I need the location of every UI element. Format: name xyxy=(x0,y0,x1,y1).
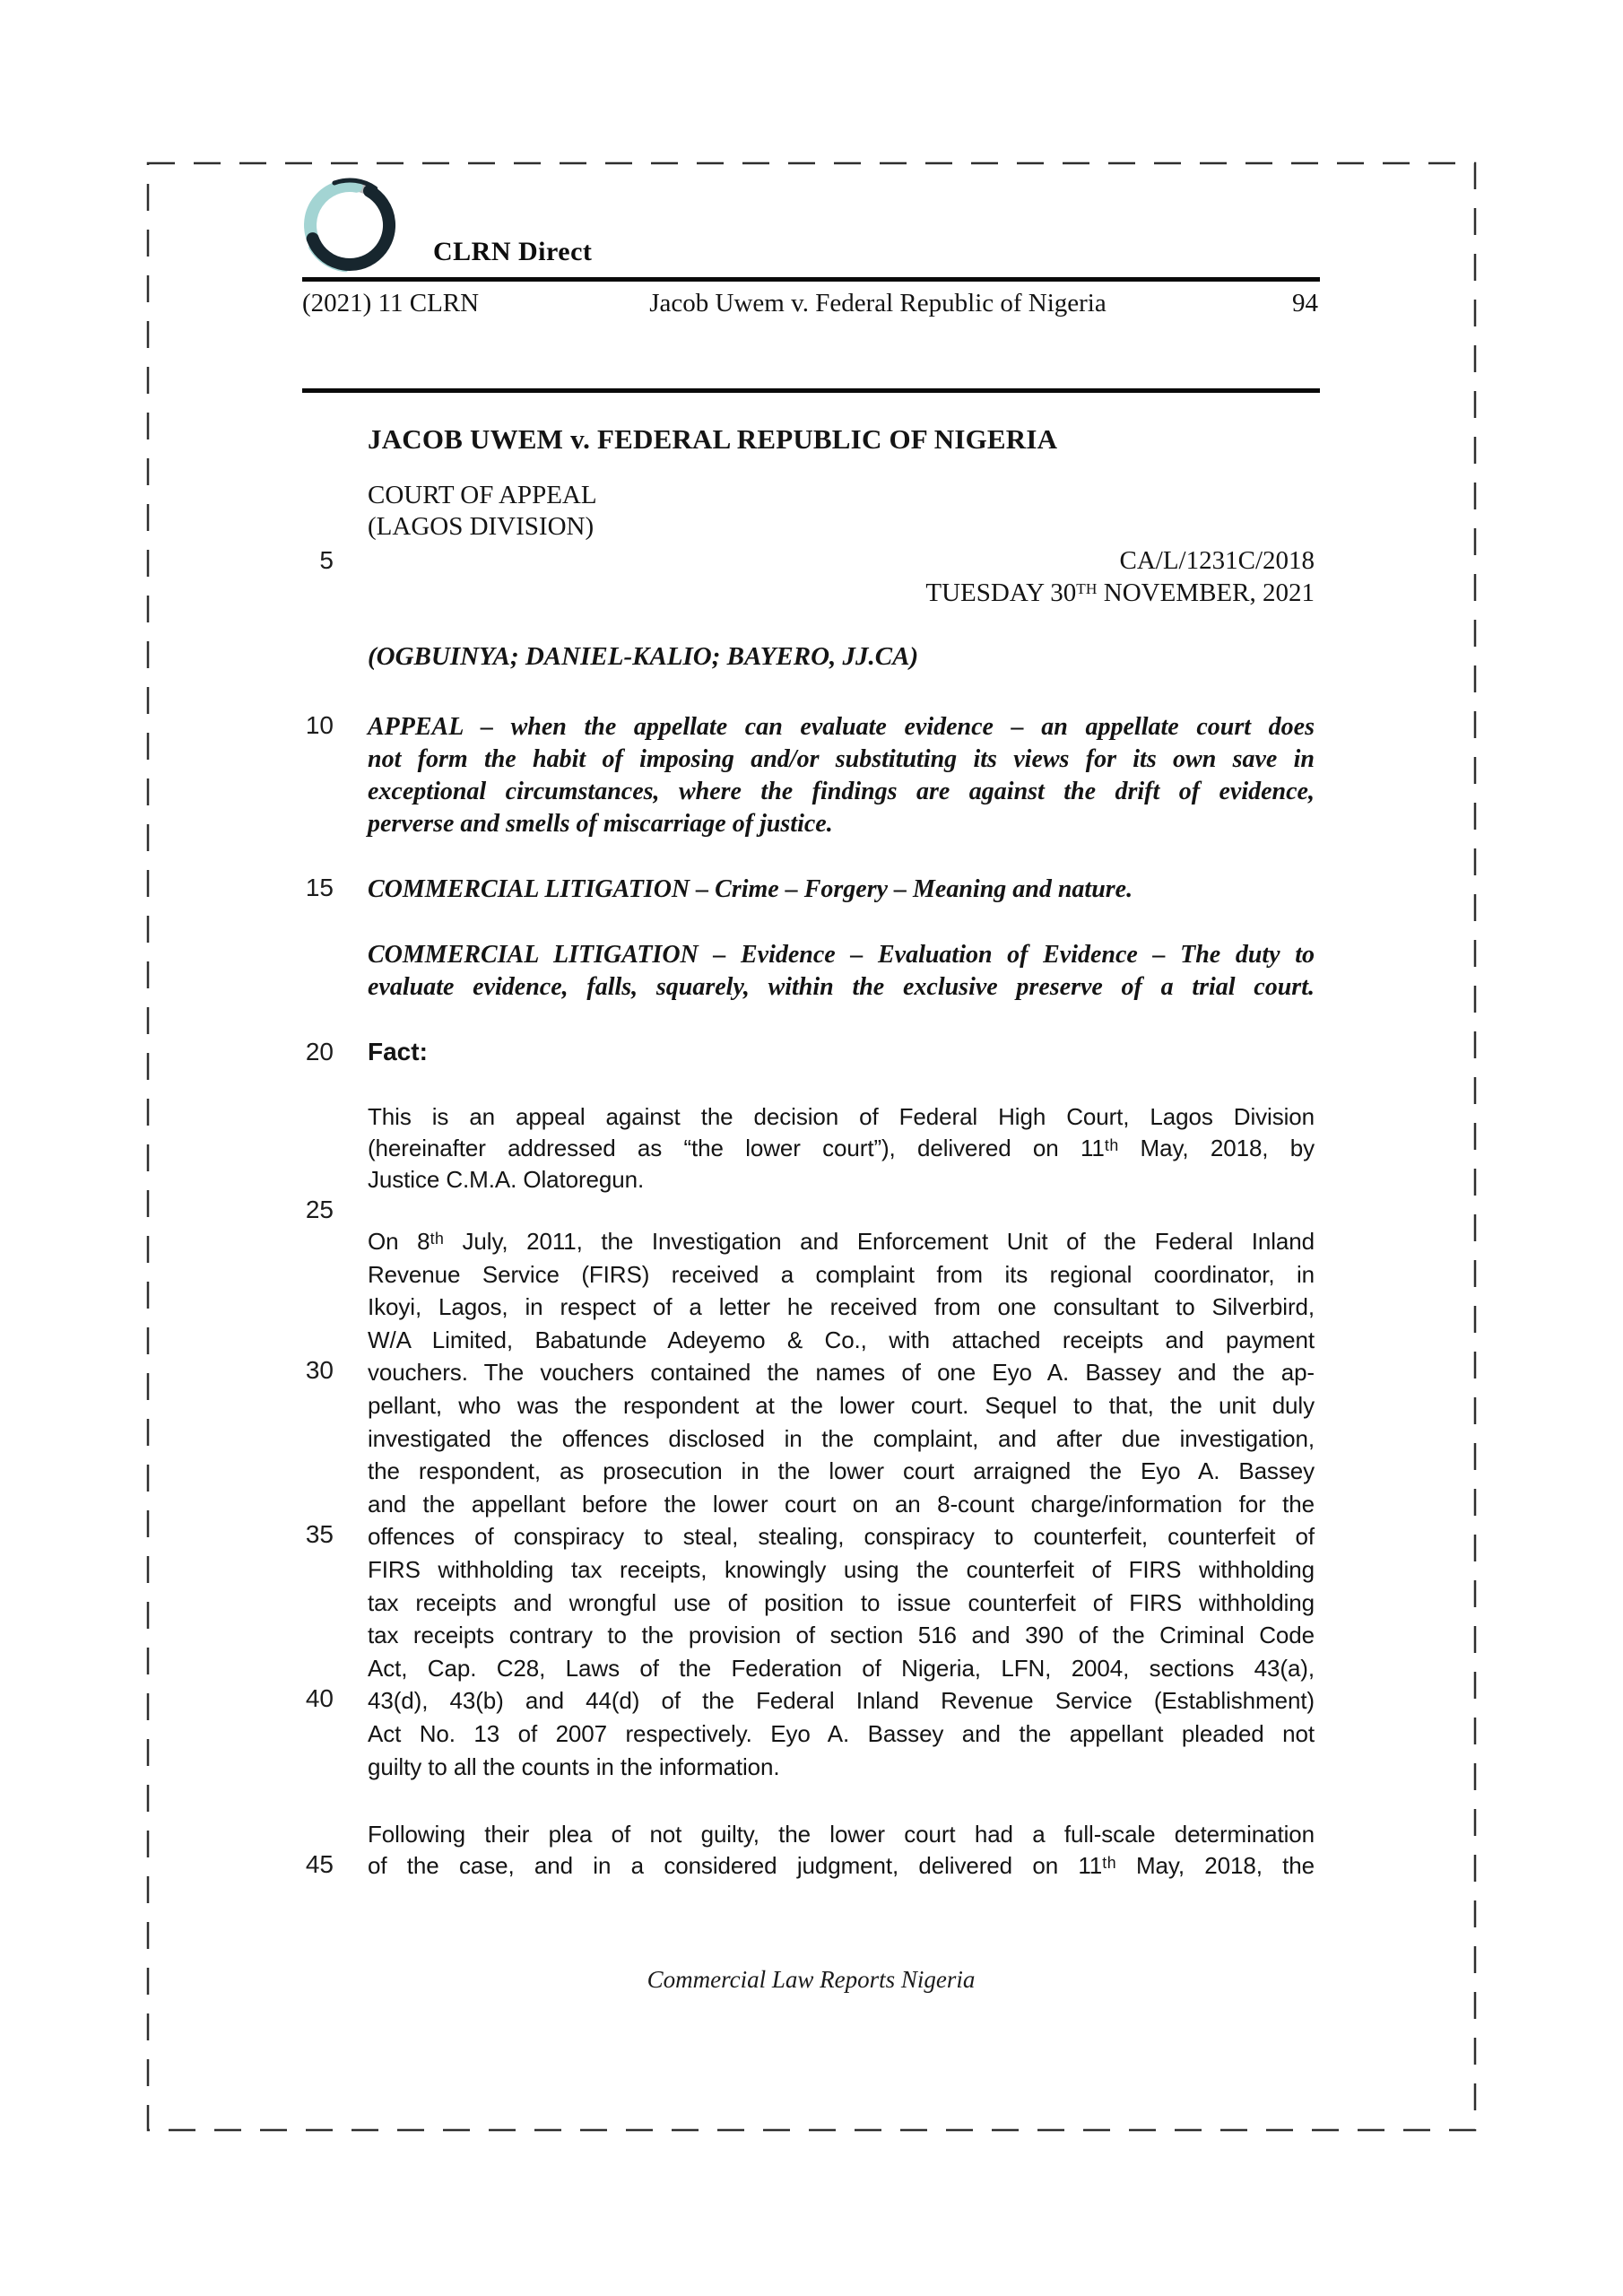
line-number: 5 xyxy=(319,546,334,574)
line-number: 40 xyxy=(305,1684,334,1712)
text-line: FIRS withholding tax receipts, knowingly using the counterfeit of FIRS withholding xyxy=(368,1555,1315,1583)
logo-wordmark: CLRN Direct xyxy=(433,237,593,266)
header-rule-bottom xyxy=(302,388,1320,393)
facts-paragraph xyxy=(368,1225,1315,1783)
clrn-swirl-logo-icon xyxy=(299,176,404,276)
report-citation: (2021) 11 CLRN xyxy=(302,289,480,317)
headnote-commercial-litigation-evidence xyxy=(368,939,1315,1004)
text-line: Justice C.M.A. Olatoregun. xyxy=(368,1166,645,1193)
text-line: exceptional circumstances, where the findings are against the drift of evidence, xyxy=(368,778,1315,805)
text-line: Ikoyi, Lagos, in respect of a letter he received from one consultant to Silverbird, xyxy=(368,1293,1315,1321)
text-line: COMMERCIAL LITIGATION – Crime – Forgery – Meaning and nature. xyxy=(368,875,1133,903)
line-number: 25 xyxy=(305,1196,334,1223)
running-case-title: Jacob Uwem v. Federal Republic of Nigeria xyxy=(649,289,1107,317)
headnote-commercial-litigation-forgery xyxy=(368,874,1315,906)
text-line: vouchers. The vouchers contained the names of one Eyo A. Bassey and the ap- xyxy=(368,1359,1315,1387)
text-line: evaluate evidence, falls, squarely, within the exclusive preserve of a trial court. xyxy=(368,973,1315,1001)
court-name: COURT OF APPEAL xyxy=(368,481,597,509)
text-line: pellant, who was the respondent at the lower court. Sequel to that, the unit duly xyxy=(368,1391,1315,1419)
page-number: 94 xyxy=(1292,289,1318,317)
text-line: Following their plea of not guilty, the lower court had a full-scale determination xyxy=(368,1821,1315,1848)
facts-heading: Fact: xyxy=(368,1038,428,1065)
line-number: 45 xyxy=(305,1850,334,1878)
text-line: On 8ᵗʰ July, 2011, the Investigation and Enforcement Unit of the Federal Inland xyxy=(368,1228,1315,1255)
text-line: 43(d), 43(b) and 44(d) of the Federal Inland Revenue Service (Establishment) xyxy=(368,1687,1315,1715)
facts-paragraph xyxy=(368,1101,1315,1196)
text-line: Revenue Service (FIRS) received a complaint from its regional coordinator, in xyxy=(368,1260,1315,1288)
line-number: 35 xyxy=(305,1520,334,1548)
court-division: (LAGOS DIVISION) xyxy=(368,512,595,541)
text-line: the respondent, as prosecution in the lower court arraigned the Eyo A. Bassey xyxy=(368,1457,1315,1485)
text-line: offences of conspiracy to steal, stealing, conspiracy to counterfeit, counterfeit of xyxy=(368,1523,1315,1551)
text-line: tax receipts and wrongful use of position to issue counterfeit of FIRS withholding xyxy=(368,1588,1315,1616)
text-line: tax receipts contrary to the provision of section 516 and 390 of the Criminal Code xyxy=(368,1622,1315,1649)
decision-date: TUESDAY 30ᵀᴴ NOVEMBER, 2021 xyxy=(925,578,1315,607)
text-line: This is an appeal against the decision of Federal High Court, Lagos Division xyxy=(368,1103,1315,1130)
text-line: perverse and smells of miscarriage of justice. xyxy=(368,810,833,838)
header-rule-top xyxy=(302,277,1320,282)
running-header xyxy=(302,289,1320,325)
text-line: guilty to all the counts in the information. xyxy=(368,1752,780,1780)
case-title: JACOB UWEM v. FEDERAL REPUBLIC OF NIGERIA xyxy=(368,423,1058,455)
text-line: not form the habit of imposing and/or substituting its views for its own save in xyxy=(368,745,1315,773)
line-number: 15 xyxy=(305,874,334,901)
text-line: APPEAL – when the appellate can evaluate evidence – an appellate court does xyxy=(368,713,1315,741)
facts-paragraph xyxy=(368,1819,1315,1882)
text-line: W/A Limited, Babatunde Adeyemo & Co., with attached receipts and payment xyxy=(368,1326,1315,1353)
text-line: investigated the offences disclosed in the complaint, and after due investigation, xyxy=(368,1424,1315,1452)
coram-judges: (OGBUINYA; DANIEL-KALIO; BAYERO, JJ.CA) xyxy=(368,642,919,671)
headnote-appeal xyxy=(368,711,1315,840)
footer-imprint: Commercial Law Reports Nigeria xyxy=(647,1966,976,1993)
text-line: COMMERCIAL LITIGATION – Evidence – Evaluation of Evidence – The duty to xyxy=(368,941,1315,969)
text-line: of the case, and in a considered judgment, delivered on 11ᵗʰ May, 2018, the xyxy=(368,1852,1315,1879)
line-number: 10 xyxy=(305,711,334,739)
text-line: Act, Cap. C28, Laws of the Federation of Nigeria, LFN, 2004, sections 43(a), xyxy=(368,1654,1315,1682)
text-line: Act No. 13 of 2007 respectively. Eyo A. Bassey and the appellant pleaded not xyxy=(368,1719,1315,1747)
line-number: 30 xyxy=(305,1356,334,1384)
text-line: (hereinafter addressed as “the lower court”), delivered on 11ᵗʰ May, 2018, by xyxy=(368,1135,1315,1161)
suit-number: CA/L/1231C/2018 xyxy=(1119,546,1315,575)
text-line: and the appellant before the lower court on an 8-count charge/information for the xyxy=(368,1490,1315,1518)
line-number: 20 xyxy=(305,1038,334,1065)
